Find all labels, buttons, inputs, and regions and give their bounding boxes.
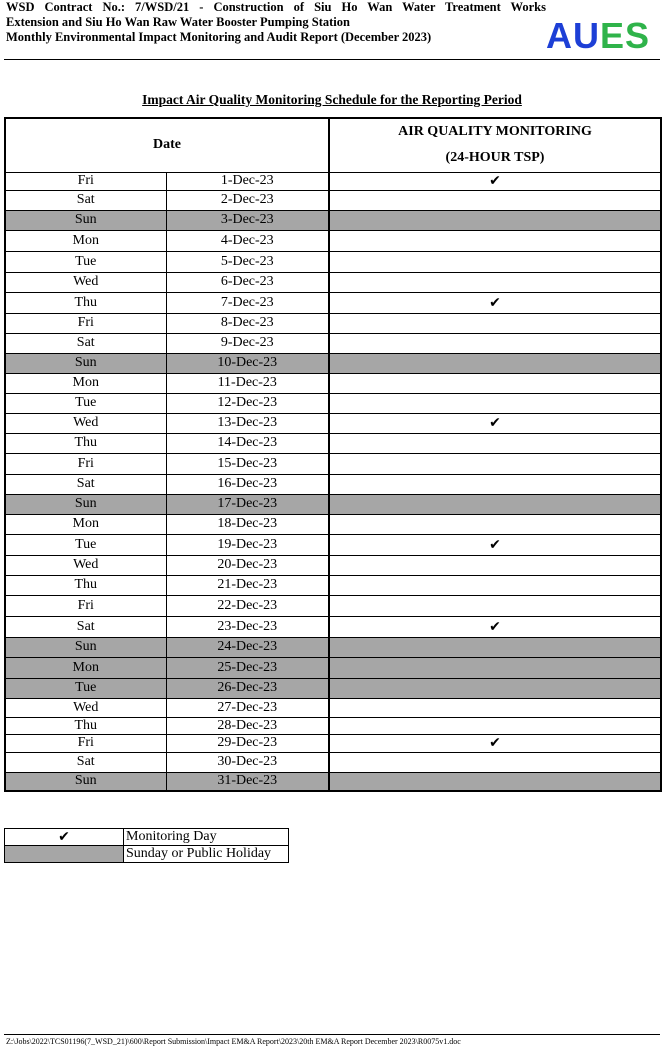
date-cell: 16-Dec-23	[166, 474, 329, 494]
header-line-1: WSD Contract No.: 7/WSD/21 - Construction of Siu Ho Wan Water Treatment Works	[6, 0, 546, 14]
logo-part-green: ES	[600, 15, 651, 56]
table-row	[5, 595, 661, 616]
schedule-rows	[5, 172, 661, 791]
day-cell: Sun	[5, 637, 166, 657]
check-icon: ✔	[489, 735, 501, 751]
table-row	[5, 333, 661, 353]
monitoring-cell	[329, 752, 661, 772]
monitoring-cell	[329, 698, 661, 717]
date-cell: 26-Dec-23	[166, 678, 329, 698]
table-row	[5, 752, 661, 772]
monitoring-cell	[329, 210, 661, 230]
date-cell: 3-Dec-23	[166, 210, 329, 230]
date-cell: 24-Dec-23	[166, 637, 329, 657]
date-cell: 31-Dec-23	[166, 772, 329, 791]
table-row	[5, 474, 661, 494]
monitoring-cell	[329, 678, 661, 698]
monitoring-cell	[329, 393, 661, 413]
day-cell: Thu	[5, 292, 166, 313]
header-line-3: Monthly Environmental Impact Monitoring and Audit Report (December 2023)	[6, 30, 432, 44]
legend-holiday-label: Sunday or Public Holiday	[124, 846, 289, 863]
table-row	[5, 575, 661, 595]
day-cell: Sat	[5, 333, 166, 353]
monitoring-cell	[329, 313, 661, 333]
table-row	[5, 534, 661, 555]
table-row	[5, 734, 661, 752]
table-row	[5, 453, 661, 474]
date-cell: 9-Dec-23	[166, 333, 329, 353]
date-cell: 14-Dec-23	[166, 433, 329, 453]
monitoring-cell	[329, 230, 661, 251]
table-row	[5, 373, 661, 393]
table-row	[5, 657, 661, 678]
monitoring-cell	[329, 657, 661, 678]
table-header-row	[5, 118, 661, 172]
header-rule	[4, 59, 660, 60]
day-cell: Wed	[5, 555, 166, 575]
table-row	[5, 698, 661, 717]
day-cell: Wed	[5, 272, 166, 292]
date-cell: 18-Dec-23	[166, 514, 329, 534]
date-cell: 19-Dec-23	[166, 534, 329, 555]
monitoring-cell	[329, 637, 661, 657]
date-cell: 21-Dec-23	[166, 575, 329, 595]
table-row	[5, 413, 661, 433]
date-cell: 5-Dec-23	[166, 251, 329, 272]
table-row	[5, 616, 661, 637]
check-icon: ✔	[489, 536, 501, 553]
day-cell: Sat	[5, 616, 166, 637]
day-cell: Tue	[5, 534, 166, 555]
date-cell: 6-Dec-23	[166, 272, 329, 292]
day-cell: Tue	[5, 393, 166, 413]
legend-row-holiday	[5, 846, 289, 863]
monitoring-header-line-1: AIR QUALITY MONITORING	[398, 124, 592, 140]
monitoring-cell	[329, 333, 661, 353]
date-cell: 15-Dec-23	[166, 453, 329, 474]
date-cell: 30-Dec-23	[166, 752, 329, 772]
date-cell: 7-Dec-23	[166, 292, 329, 313]
date-cell: 23-Dec-23	[166, 616, 329, 637]
monitoring-cell	[329, 292, 661, 313]
monitoring-cell	[329, 555, 661, 575]
date-cell: 8-Dec-23	[166, 313, 329, 333]
date-cell: 22-Dec-23	[166, 595, 329, 616]
date-cell: 25-Dec-23	[166, 657, 329, 678]
monitoring-cell	[329, 717, 661, 734]
day-cell: Sun	[5, 210, 166, 230]
day-cell: Fri	[5, 453, 166, 474]
day-cell: Thu	[5, 575, 166, 595]
day-cell: Fri	[5, 313, 166, 333]
monitoring-cell	[329, 595, 661, 616]
table-row	[5, 772, 661, 791]
date-cell: 17-Dec-23	[166, 494, 329, 514]
monitoring-cell	[329, 413, 661, 433]
monitoring-cell	[329, 272, 661, 292]
day-cell: Sun	[5, 494, 166, 514]
monitoring-cell	[329, 453, 661, 474]
day-cell: Sun	[5, 772, 166, 791]
monitoring-cell	[329, 251, 661, 272]
monitoring-cell	[329, 734, 661, 752]
table-row	[5, 717, 661, 734]
table-row	[5, 190, 661, 210]
monitoring-cell	[329, 172, 661, 190]
check-icon: ✔	[489, 294, 501, 311]
date-header: Date	[5, 118, 329, 172]
table-row	[5, 637, 661, 657]
day-cell: Sat	[5, 474, 166, 494]
day-cell: Mon	[5, 230, 166, 251]
monitoring-cell	[329, 575, 661, 595]
table-row	[5, 514, 661, 534]
day-cell: Tue	[5, 678, 166, 698]
day-cell: Wed	[5, 698, 166, 717]
legend-monitoring-label: Monitoring Day	[124, 829, 289, 846]
date-cell: 11-Dec-23	[166, 373, 329, 393]
table-row	[5, 678, 661, 698]
check-icon: ✔	[489, 415, 501, 431]
file-path-footer: Z:\Jobs\2022\TCS01196(7_WSD_21)\600\Report Submission\Impact EM&A Report\2023\20th EM&A Report December 2023\R0075v1.doc	[6, 1037, 461, 1046]
legend-table	[4, 828, 289, 863]
legend-check-icon: ✔	[5, 829, 124, 846]
date-cell: 29-Dec-23	[166, 734, 329, 752]
date-cell: 2-Dec-23	[166, 190, 329, 210]
monitoring-cell	[329, 514, 661, 534]
check-icon: ✔	[489, 173, 501, 189]
table-row	[5, 433, 661, 453]
check-icon: ✔	[489, 618, 501, 635]
header-line-2: Extension and Siu Ho Wan Raw Water Booster Pumping Station	[6, 15, 350, 29]
monitoring-header-line-2: (24-HOUR TSP)	[445, 150, 545, 166]
logo-part-blue: AU	[546, 15, 600, 56]
legend-row-monitoring	[5, 829, 289, 846]
date-cell: 1-Dec-23	[166, 172, 329, 190]
table-row	[5, 210, 661, 230]
monitoring-cell	[329, 772, 661, 791]
day-cell: Mon	[5, 514, 166, 534]
date-cell: 4-Dec-23	[166, 230, 329, 251]
monitoring-cell	[329, 433, 661, 453]
day-cell: Fri	[5, 595, 166, 616]
day-cell: Fri	[5, 172, 166, 190]
monitoring-cell	[329, 190, 661, 210]
day-cell: Mon	[5, 373, 166, 393]
table-row	[5, 313, 661, 333]
date-cell: 12-Dec-23	[166, 393, 329, 413]
date-cell: 27-Dec-23	[166, 698, 329, 717]
monitoring-cell	[329, 616, 661, 637]
day-cell: Thu	[5, 433, 166, 453]
footer-rule	[4, 1034, 660, 1035]
legend-shade-swatch	[5, 846, 124, 863]
day-cell: Fri	[5, 734, 166, 752]
monitoring-cell	[329, 353, 661, 373]
monitoring-header	[329, 118, 661, 172]
day-cell: Sat	[5, 752, 166, 772]
day-cell: Wed	[5, 413, 166, 433]
monitoring-cell	[329, 534, 661, 555]
date-cell: 20-Dec-23	[166, 555, 329, 575]
monitoring-cell	[329, 494, 661, 514]
table-row	[5, 230, 661, 251]
date-cell: 13-Dec-23	[166, 413, 329, 433]
table-row	[5, 292, 661, 313]
day-cell: Sun	[5, 353, 166, 373]
page-title: Impact Air Quality Monitoring Schedule for the Reporting Period	[142, 92, 522, 107]
monitoring-schedule-table	[4, 117, 662, 792]
table-row	[5, 494, 661, 514]
table-row	[5, 251, 661, 272]
table-row	[5, 172, 661, 190]
day-cell: Sat	[5, 190, 166, 210]
report-header	[6, 0, 546, 45]
day-cell: Mon	[5, 657, 166, 678]
table-row	[5, 353, 661, 373]
monitoring-cell	[329, 474, 661, 494]
date-cell: 28-Dec-23	[166, 717, 329, 734]
day-cell: Thu	[5, 717, 166, 734]
date-cell: 10-Dec-23	[166, 353, 329, 373]
day-cell: Tue	[5, 251, 166, 272]
table-row	[5, 555, 661, 575]
aues-logo	[546, 17, 658, 55]
table-row	[5, 393, 661, 413]
monitoring-cell	[329, 373, 661, 393]
table-row	[5, 272, 661, 292]
